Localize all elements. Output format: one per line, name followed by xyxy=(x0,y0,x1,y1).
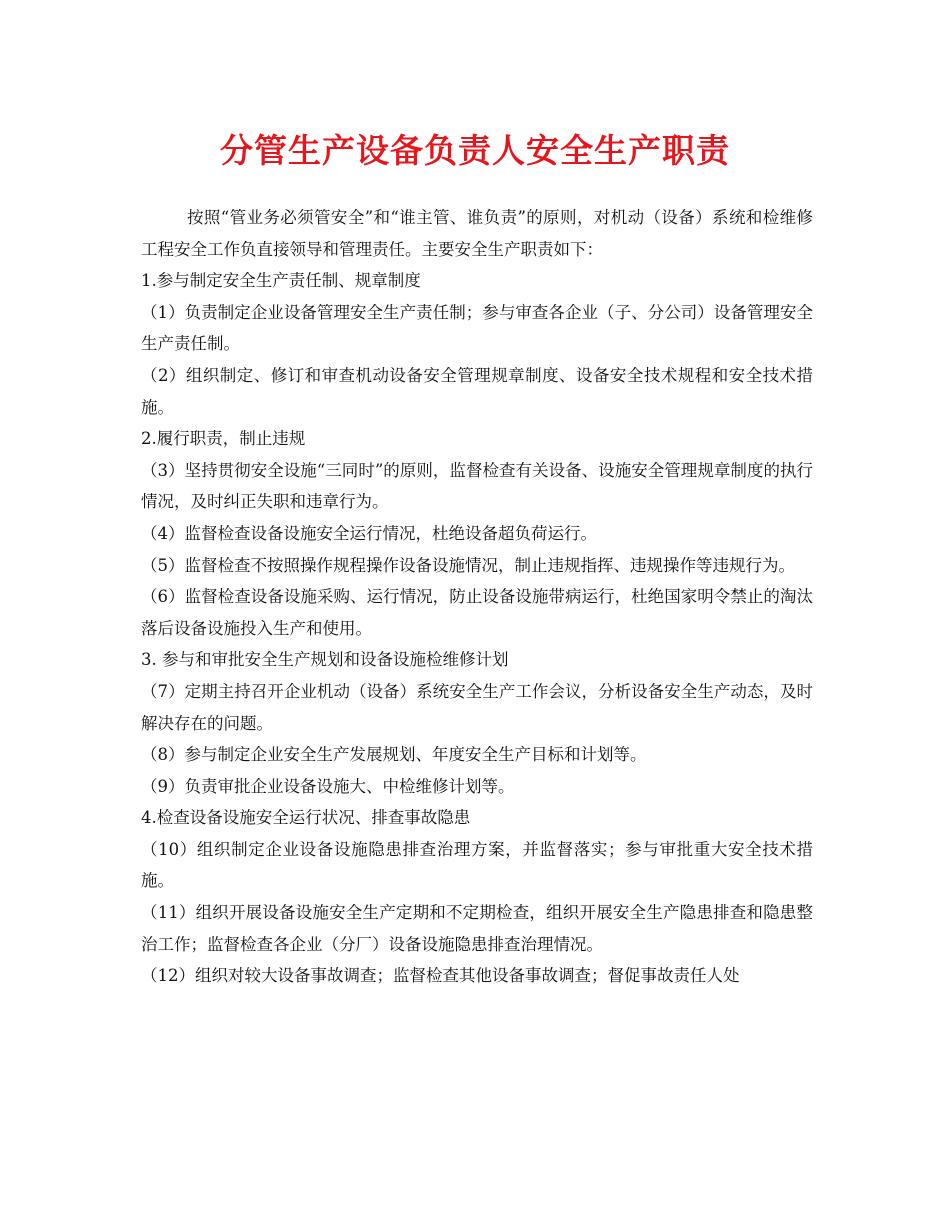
item-paragraph-4: （4）监督检查设备设施安全运行情况，杜绝设备超负荷运行。 xyxy=(141,523,597,543)
item-paragraph-8: （8）参与制定企业安全生产发展规划、年度安全生产目标和计划等。 xyxy=(141,745,647,765)
document-body xyxy=(141,202,813,992)
document-title: 分管生产设备负责人安全生产职责 xyxy=(220,131,730,170)
item-paragraph-2: （2）组织制定、修订和审查机动设备安全管理规章制度、设备安全技术规程和安全技术措施。 xyxy=(141,365,813,417)
intro-paragraph: 按照“管业务必须管安全”和“谁主管、谁负责”的原则，对机动（设备）系统和检维修工程安全工作负直接领导和管理责任。主要安全生产职责如下： xyxy=(141,208,813,259)
item-paragraph-6: （6）监督检查设备设施采购、运行情况，防止设备设施带病运行，杜绝国家明令禁止的淘汰落后设备设施投入生产和使用。 xyxy=(141,587,813,638)
section-heading-1: 1.参与制定安全生产责任制、规章制度 xyxy=(141,271,421,291)
section-heading-4: 4.检查设备设施安全运行状况、排查事故隐患 xyxy=(141,808,471,828)
item-paragraph-1: （1）负责制定企业设备管理安全生产责任制；参与审查各企业（子、分公司）设备管理安全生产责任制。 xyxy=(141,302,813,354)
item-paragraph-3: （3）坚持贯彻安全设施“三同时”的原则，监督检查有关设备、设施安全管理规章制度的执行情况，及时纠正失职和违章行为。 xyxy=(141,460,813,512)
section-heading-2: 2.履行职责，制止违规 xyxy=(141,429,306,449)
item-paragraph-12: （12）组织对较大设备事故调查；监督检查其他设备事故调查；督促事故责任人处 xyxy=(141,966,740,986)
section-heading-3: 3. 参与和审批安全生产规划和设备设施检维修计划 xyxy=(141,650,509,670)
item-paragraph-5: （5）监督检查不按照操作规程操作设备设施情况，制止违规指挥、违规操作等违规行为。 xyxy=(141,555,795,575)
item-paragraph-10: （10）组织制定企业设备设施隐患排查治理方案，并监督落实；参与审批重大安全技术措施。 xyxy=(141,839,813,891)
item-paragraph-9: （9）负责审批企业设备设施大、中检维修计划等。 xyxy=(141,776,515,796)
item-paragraph-7: （7）定期主持召开企业机动（设备）系统安全生产工作会议，分析设备安全生产动态，及时解决存在的问题。 xyxy=(141,681,813,733)
item-paragraph-11: （11）组织开展设备设施安全生产定期和不定期检查，组织开展安全生产隐患排查和隐患整治工作；监督检查各企业（分厂）设备设施隐患排查治理情况。 xyxy=(141,903,813,954)
